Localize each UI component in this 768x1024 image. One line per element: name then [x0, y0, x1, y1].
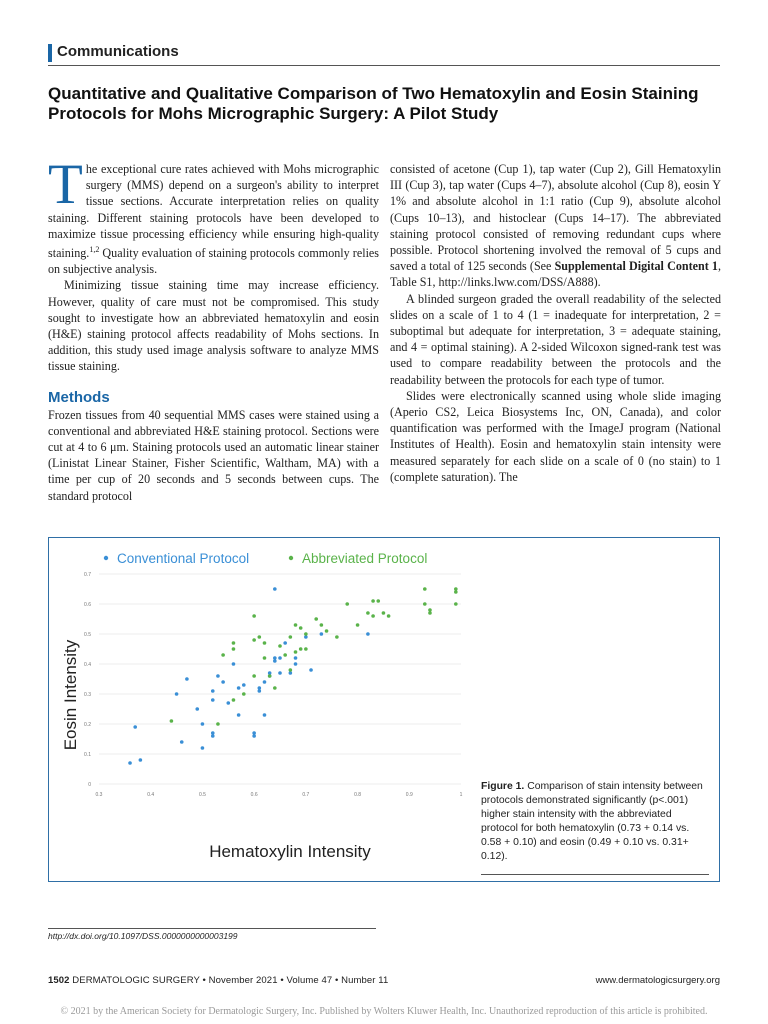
- data-point-abbreviated: [268, 674, 272, 678]
- data-point-abbreviated: [232, 641, 236, 645]
- copyright-notice: © 2021 by the American Society for Dermatologic Surgery, Inc. Published by Wolters Kluwer Health, Inc. Unauthorized reproduction of this article is prohibited.: [60, 1006, 708, 1017]
- scatter-chart: [49, 538, 479, 880]
- data-point-abbreviated: [252, 638, 256, 642]
- data-point-abbreviated: [454, 602, 458, 606]
- intro-text-tail: Quality evaluation of staining protocols commonly relies on subjective analysis.: [48, 246, 379, 277]
- y-tick-label: 0.3: [84, 692, 91, 698]
- data-point-conventional: [180, 740, 184, 744]
- page-number: 1502: [48, 975, 70, 986]
- x-tick-label: 0.8: [354, 792, 362, 798]
- data-point-abbreviated: [283, 653, 287, 657]
- data-point-abbreviated: [263, 641, 267, 645]
- paragraph-protocol: [390, 161, 721, 291]
- data-point-conventional: [309, 668, 313, 672]
- data-point-abbreviated: [263, 656, 267, 660]
- intro-text: he exceptional cure rates achieved with Mohs micrographic surgery (MMS) depend on a surgeon's ability to interpret tissue sections. Accurate interpretation relies on quality staining. Different staining protocols have been developed to maximize tissue processing efficiency while ensuring high-quality staining.: [48, 162, 379, 261]
- data-point-abbreviated: [314, 617, 318, 621]
- legend-label: Abbreviated Protocol: [302, 551, 428, 566]
- supplemental-link[interactable]: Supplemental Digital Content 1: [554, 259, 718, 274]
- data-point-conventional: [263, 713, 267, 717]
- data-point-abbreviated: [232, 698, 236, 702]
- footer-left: [48, 975, 388, 986]
- data-point-abbreviated: [273, 686, 277, 690]
- paragraph-scanning: Slides were electronically scanned using whole slide imaging (Aperio CS2, Leica Biosystems Inc, ON, Canada), and color quantification was performed with the ImageJ program (National Institutes of Health). Eosin and hematoxylin stain intensity were measured separately for each slide on a scale of 0 (no stain) to 1 (complete saturation). The: [390, 388, 721, 484]
- data-point-abbreviated: [371, 614, 375, 618]
- y-tick-label: 0.2: [84, 722, 91, 728]
- x-tick-label: 0.4: [147, 792, 155, 798]
- data-point-abbreviated: [454, 587, 458, 591]
- data-point-abbreviated: [216, 722, 220, 726]
- legend-label: Conventional Protocol: [117, 551, 250, 566]
- x-tick-label: 0.9: [405, 792, 413, 798]
- data-point-conventional: [139, 758, 143, 762]
- data-point-conventional: [216, 674, 220, 678]
- protocol-text-tail: , Table S1, http://links.lww.com/DSS/A888).: [390, 259, 721, 290]
- data-point-conventional: [252, 734, 256, 738]
- data-point-conventional: [258, 686, 262, 690]
- data-point-abbreviated: [170, 719, 174, 723]
- doi-link[interactable]: http://dx.doi.org/10.1097/DSS.0000000000003199: [48, 931, 238, 941]
- section-label: Communications: [57, 43, 179, 60]
- data-point-conventional: [232, 662, 236, 666]
- legend-marker: [104, 556, 108, 560]
- data-point-conventional: [211, 698, 215, 702]
- data-point-conventional: [211, 689, 215, 693]
- x-tick-label: 0.7: [302, 792, 310, 798]
- data-point-abbreviated: [366, 611, 370, 615]
- data-point-abbreviated: [356, 623, 360, 627]
- data-point-conventional: [263, 680, 267, 684]
- data-point-abbreviated: [304, 632, 308, 636]
- data-point-conventional: [221, 680, 225, 684]
- y-tick-label: 0: [88, 782, 91, 788]
- data-point-abbreviated: [423, 587, 427, 591]
- journal-name: DERMATOLOGIC SURGERY: [72, 975, 200, 986]
- data-point-conventional: [283, 641, 287, 645]
- data-point-abbreviated: [258, 635, 262, 639]
- data-point-abbreviated: [387, 614, 391, 618]
- data-point-conventional: [273, 587, 277, 591]
- data-point-abbreviated: [299, 626, 303, 630]
- data-point-abbreviated: [382, 611, 386, 615]
- paragraph-efficiency: Minimizing tissue staining time may increase efficiency. However, quality of care must not be compromised. This study sought to investigate how an abbreviated hematoxylin and eosin (H&E) staining protocol affects readability of Mohs sections. In addition, this study used image analysis software to analyze MMS tissue staining.: [48, 278, 379, 374]
- data-point-conventional: [195, 707, 199, 711]
- protocol-text: consisted of acetone (Cup 1), tap water (Cup 2), Gill Hematoxylin III (Cup 3), tap water (Cups 4–7), absolute alcohol (Cup 8), eosin Y 1% and absolute alcohol in 1:1 ratio (Cup 9), absolute alcohol (Cups 10–13), and histoclear (Cups 14–17). The abbreviated staining protocol consisted of removing redundant cups where possible. Protocol shortening involved the removal of 5 cups and saved a total of 125 seconds (See: [390, 162, 721, 274]
- y-tick-label: 0.5: [84, 632, 91, 638]
- y-tick-label: 0.4: [84, 662, 91, 668]
- issue-info: • November 2021 • Volume 47 • Number 11: [202, 975, 389, 986]
- data-point-conventional: [294, 662, 298, 666]
- data-point-abbreviated: [423, 602, 427, 606]
- data-point-conventional: [201, 722, 205, 726]
- y-tick-label: 0.6: [84, 602, 91, 608]
- data-point-conventional: [366, 632, 370, 636]
- methods-heading: Methods: [48, 388, 110, 406]
- data-point-abbreviated: [242, 692, 246, 696]
- data-point-abbreviated: [294, 650, 298, 654]
- data-point-abbreviated: [304, 647, 308, 651]
- data-point-conventional: [128, 761, 132, 765]
- article-title: Quantitative and Qualitative Comparison of Two Hematoxylin and Eosin Staining Protocols for Mohs Micrographic Surgery: A Pilot Study: [48, 84, 699, 123]
- data-point-conventional: [226, 701, 230, 705]
- doi-rule: [48, 928, 376, 929]
- data-point-abbreviated: [376, 599, 380, 603]
- right-column: [390, 161, 721, 485]
- data-point-abbreviated: [345, 602, 349, 606]
- data-point-abbreviated: [299, 647, 303, 651]
- y-tick-label: 0.7: [84, 572, 91, 578]
- intro-paragraph: [48, 153, 379, 277]
- data-point-abbreviated: [221, 653, 225, 657]
- data-point-abbreviated: [252, 614, 256, 618]
- y-tick-label: 0.1: [84, 752, 91, 758]
- data-point-conventional: [242, 683, 246, 687]
- header-rule: [48, 65, 720, 66]
- x-tick-label: 0.3: [95, 792, 103, 798]
- data-point-abbreviated: [232, 647, 236, 651]
- paragraph-methods: Frozen tissues from 40 sequential MMS cases were stained using a conventional and abbreviated H&E staining protocol. Sections were cut at 4 to 6 μm. Staining protocols used an automatic linear stainer (Linistat Linear Stainer, Fisher Scientific, Waltham, MA) with a time per cup of 20 seconds and 5 seconds between cups. The standard protocol: [48, 407, 379, 503]
- data-point-conventional: [273, 659, 277, 663]
- data-point-conventional: [185, 677, 189, 681]
- data-point-conventional: [278, 671, 282, 675]
- data-point-conventional: [133, 725, 137, 729]
- data-point-abbreviated: [320, 623, 324, 627]
- data-point-conventional: [237, 713, 241, 717]
- data-point-conventional: [211, 731, 215, 735]
- data-point-conventional: [278, 656, 282, 660]
- citation-superscript: 1,2: [89, 245, 100, 255]
- data-point-conventional: [237, 686, 241, 690]
- data-point-abbreviated: [252, 674, 256, 678]
- data-point-conventional: [294, 656, 298, 660]
- footer-website[interactable]: www.dermatologicsurgery.org: [595, 975, 720, 986]
- data-point-abbreviated: [428, 608, 432, 612]
- data-point-abbreviated: [325, 629, 329, 633]
- y-axis-label: Eosin Intensity: [61, 639, 80, 751]
- left-column: [48, 153, 379, 504]
- legend-marker: [289, 556, 293, 560]
- data-point-abbreviated: [294, 623, 298, 627]
- data-point-abbreviated: [289, 635, 293, 639]
- x-axis-label: Hematoxylin Intensity: [209, 842, 371, 861]
- data-point-conventional: [175, 692, 179, 696]
- x-tick-label: 1: [459, 792, 463, 798]
- data-point-conventional: [201, 746, 205, 750]
- x-tick-label: 0.5: [198, 792, 206, 798]
- figure-caption: [481, 780, 709, 864]
- paragraph-grading: A blinded surgeon graded the overall readability of the selected slides on a scale of 1 to 4 (1 = inadequate for interpretation, 2 = suboptimal but adequate for interpretation, 3 = adequate staining, and 4 = optimal staining). A 2-sided Wilcoxon signed-rank test was used to compare readability between the protocols and the readability between the protocols for each type of tumor.: [390, 291, 721, 387]
- data-point-abbreviated: [335, 635, 339, 639]
- data-point-abbreviated: [278, 644, 282, 648]
- caption-rule: [481, 874, 709, 875]
- data-point-abbreviated: [371, 599, 375, 603]
- x-tick-label: 0.6: [250, 792, 258, 798]
- caption-text: Comparison of stain intensity between protocols demonstrated significantly (p<.001) higher stain intensity with the abbreviated protocol for both hematoxylin (0.73 + 0.14 vs. 0.58 + 0.10) and eosin (0.49 + 0.10 vs. 0.31+ 0.12).: [481, 781, 703, 862]
- drop-cap: T: [48, 153, 83, 216]
- data-point-conventional: [320, 632, 324, 636]
- section-marker: [48, 44, 52, 62]
- caption-label: Figure 1.: [481, 781, 525, 792]
- data-point-abbreviated: [289, 668, 293, 672]
